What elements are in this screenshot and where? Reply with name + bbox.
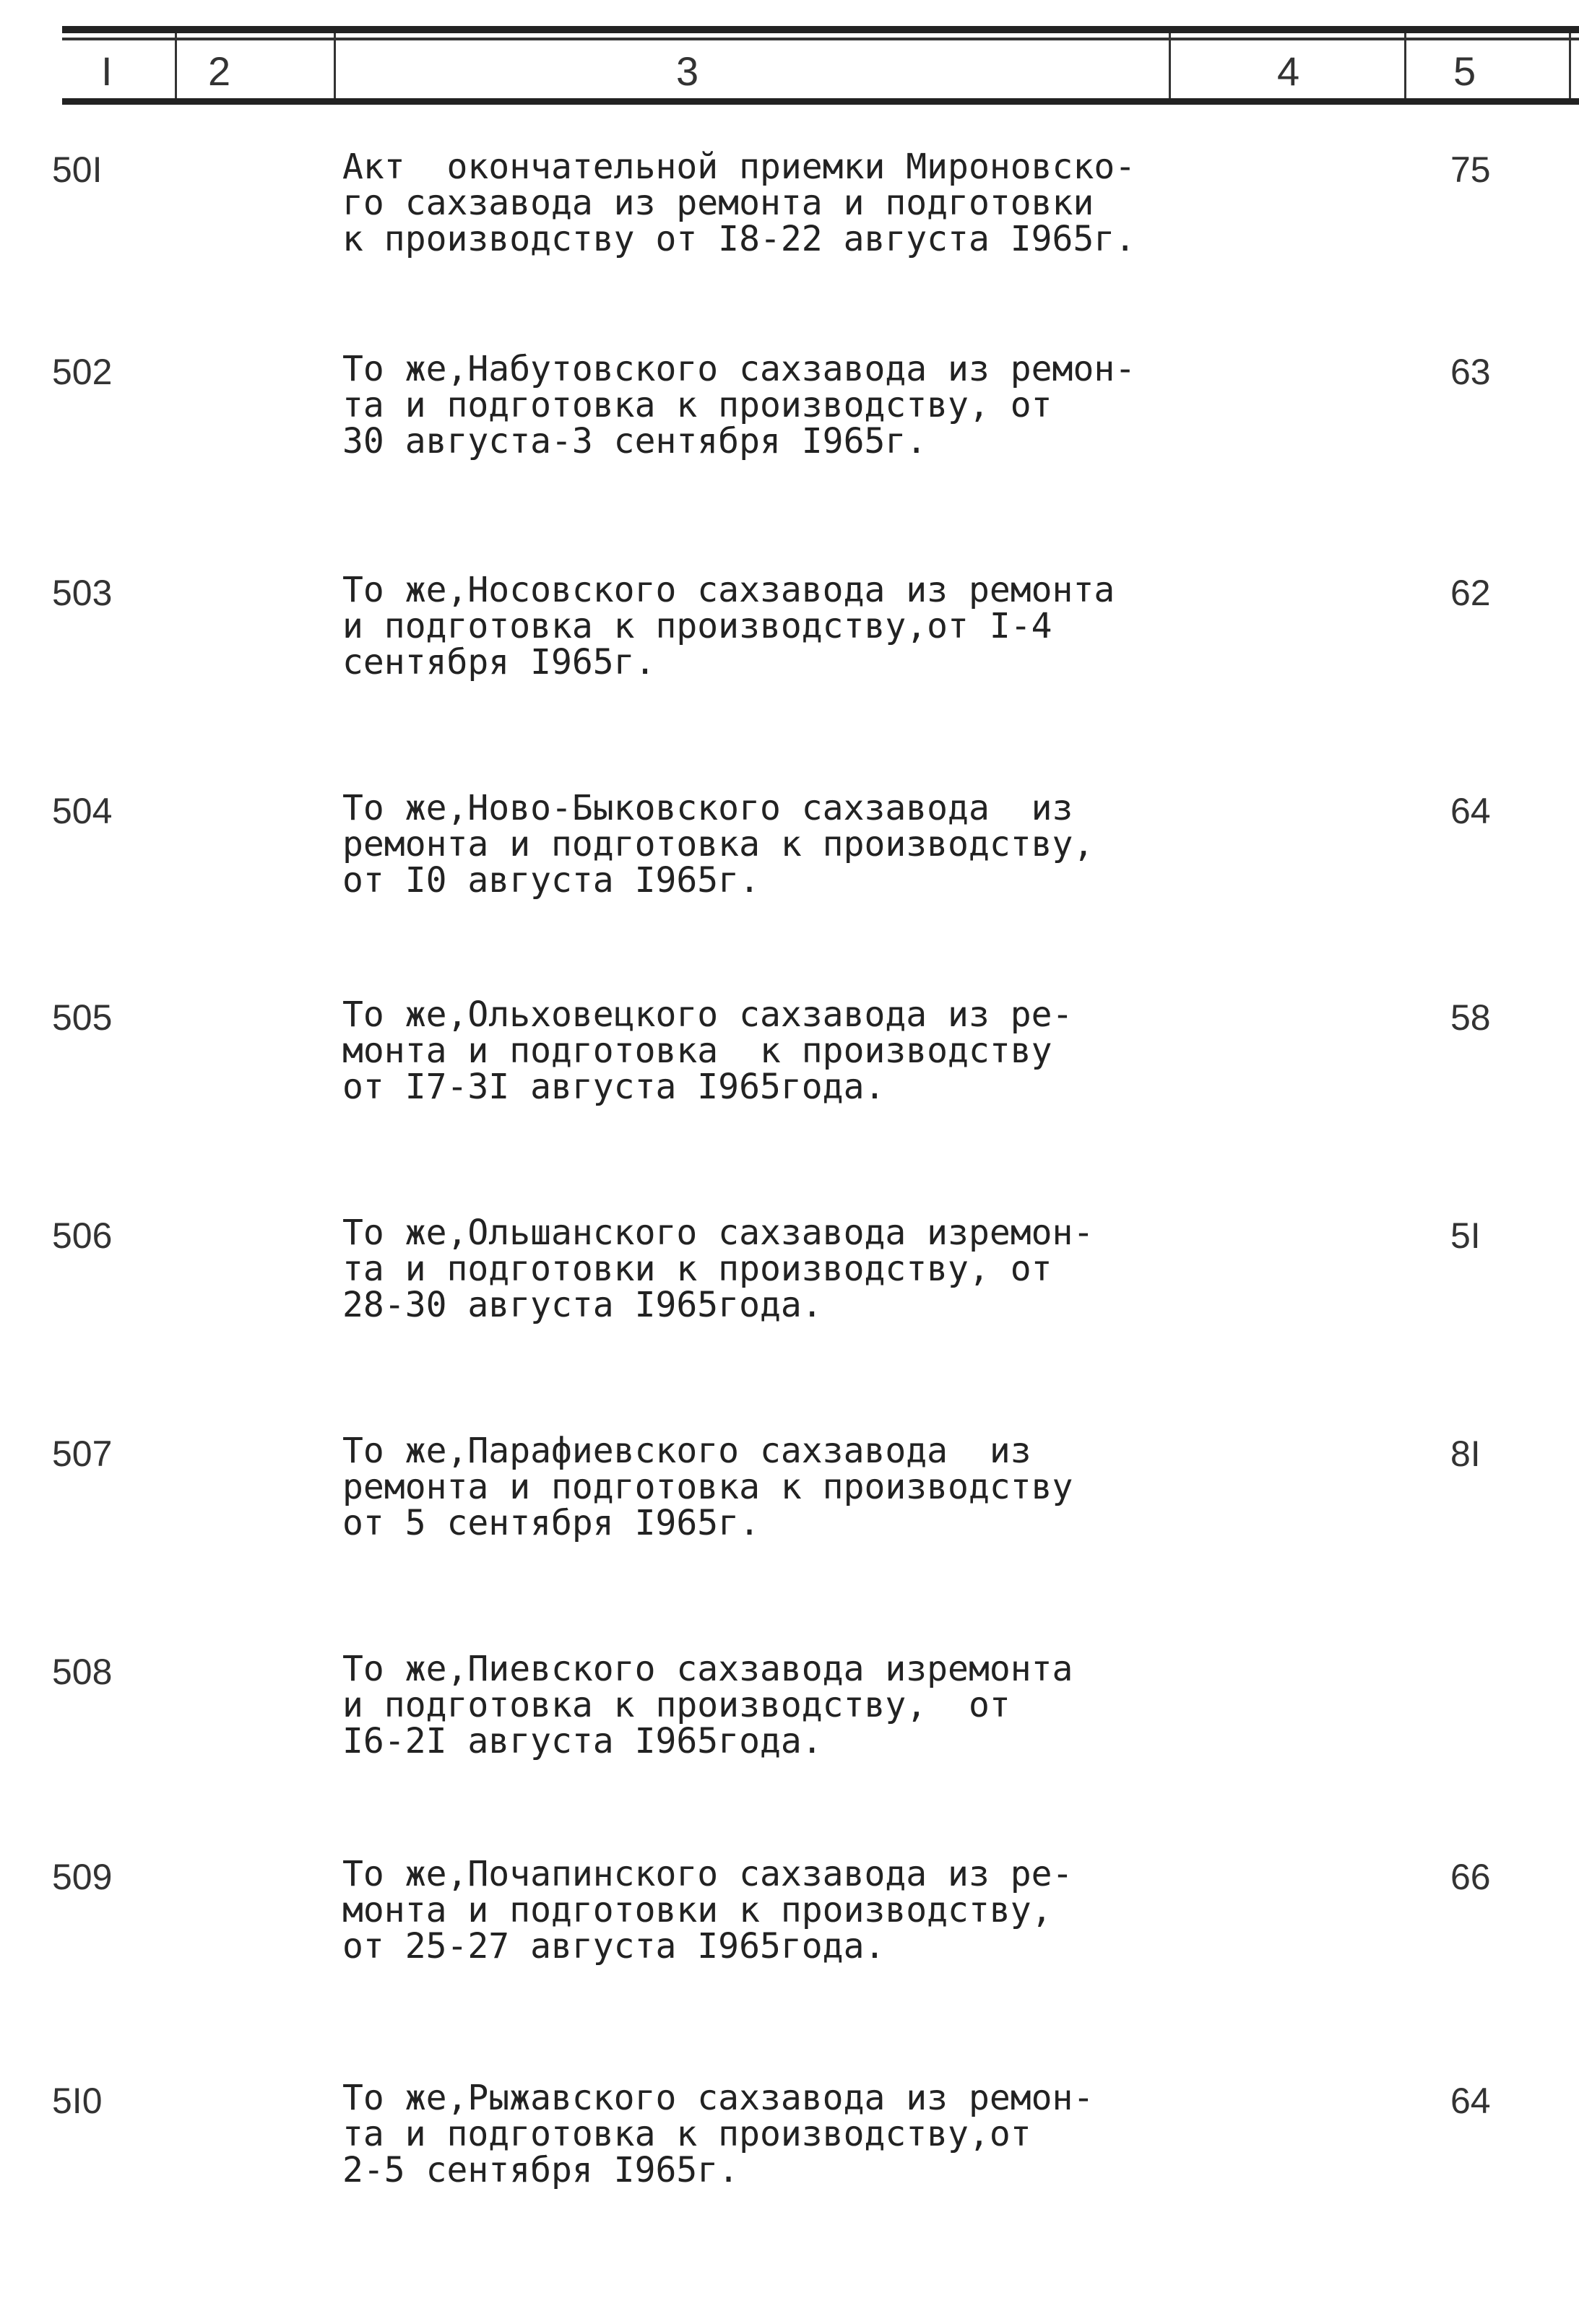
header-col-1: I	[101, 48, 113, 94]
header-bottom-rule	[62, 98, 1579, 105]
row-description: То же,Носовского сахзавода из ремонта и подготовка к производству,от I-4 сентября I965г.	[342, 570, 1115, 682]
column-divider	[1569, 33, 1571, 103]
row-number: 509	[52, 1857, 113, 1897]
row-number: 506	[52, 1215, 113, 1256]
column-divider	[1404, 33, 1406, 103]
row-page-count: 8I	[1450, 1434, 1481, 1474]
row-number: 504	[52, 791, 113, 831]
row-number: 507	[52, 1434, 113, 1474]
header-col-4: 4	[1277, 48, 1300, 94]
header-top-rule	[62, 26, 1579, 33]
row-description: То же,Парафиевского сахзавода из ремонта и подготовка к производству от 5 сентября I965г.	[342, 1431, 1073, 1543]
row-page-count: 66	[1450, 1857, 1491, 1897]
row-page-count: 64	[1450, 2081, 1491, 2121]
row-page-count: 62	[1450, 573, 1491, 613]
row-description: То же,Пиевского сахзавода изремонта и подготовка к производству, от I6-2I августа I965года.	[342, 1649, 1073, 1761]
row-number: 508	[52, 1652, 113, 1692]
row-page-count: 75	[1450, 149, 1491, 190]
header-col-2: 2	[208, 48, 231, 94]
row-description: То же,Рыжавского сахзавода из ремон- та и подготовка к производству,от 2-5 сентября I965г.	[342, 2078, 1094, 2190]
column-divider	[1169, 33, 1171, 103]
row-description: То же,Ольшанского сахзавода изремон- та и подготовки к производству, от 28-30 августа I965года.	[342, 1213, 1094, 1325]
row-description: То же,Почапинского сахзавода из ре- монта и подготовки к производству, от 25-27 августа I965года.	[342, 1854, 1073, 1967]
header-col-5: 5	[1453, 48, 1476, 94]
row-number: 502	[52, 352, 113, 392]
row-page-count: 58	[1450, 997, 1491, 1038]
row-page-count: 63	[1450, 352, 1491, 392]
row-page-count: 5I	[1450, 1215, 1481, 1256]
header-col-3: 3	[676, 48, 699, 94]
row-description: То же,Ново-Быковского сахзавода из ремонта и подготовка к производству, от I0 августа I965г.	[342, 788, 1094, 901]
row-number: 503	[52, 573, 113, 613]
header-top-rule-inner	[62, 38, 1579, 40]
row-number: 5I0	[52, 2081, 103, 2121]
row-description: Акт окончательной приемки Мироновско- го сахзавода из ремонта и подготовки к производству от I8-22 августа I965г.	[342, 147, 1136, 259]
row-page-count: 64	[1450, 791, 1491, 831]
row-description: То же,Ольховецкого сахзавода из ре- монта и подготовка к производству от I7-3I августа I965года.	[342, 994, 1073, 1107]
row-description: То же,Набутовского сахзавода из ремон- та и подготовка к производству, от 30 августа-3 сентября I965г.	[342, 349, 1136, 461]
column-divider	[334, 33, 336, 103]
row-number: 505	[52, 997, 113, 1038]
row-number: 50I	[52, 149, 103, 190]
column-divider	[175, 33, 177, 103]
